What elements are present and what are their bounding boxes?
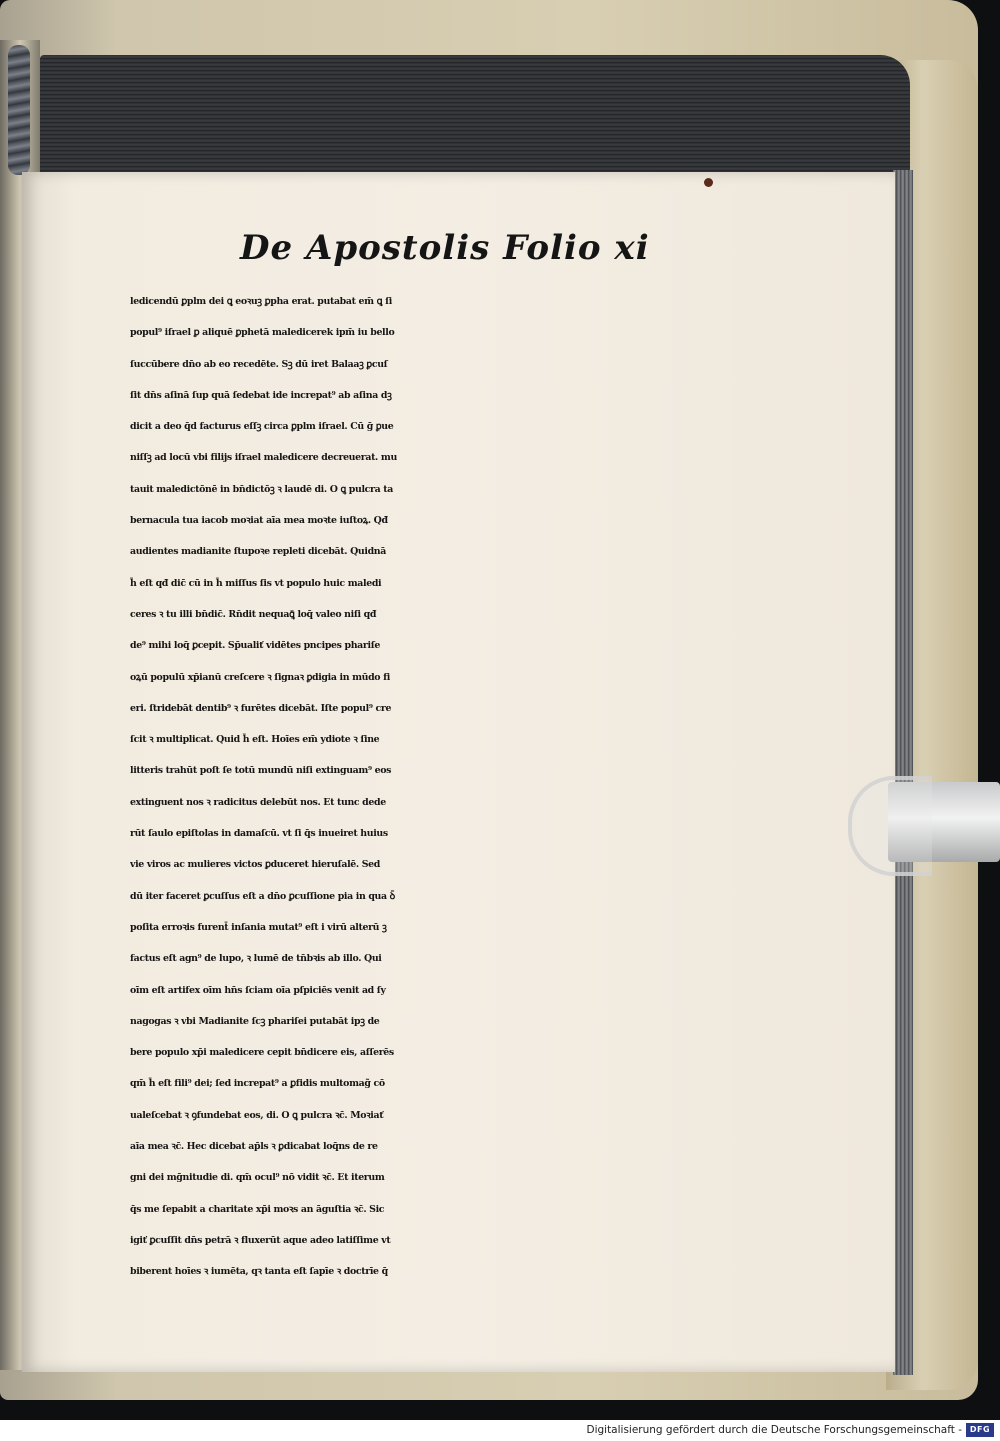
text-line: tauit maledictōnē in bn̄dictōꝫ ꝛ laudē di. O ꝗ pulcra ta bbox=[130, 483, 393, 495]
text-line: gni dei mḡnitudie di. qm̄ ocul⁹ nō vidit ꝛc̄. Et iterum bbox=[130, 1172, 385, 1184]
page-block-right-edge bbox=[893, 170, 913, 1375]
body-text bbox=[130, 286, 780, 1288]
text-line: bernacula tua iacob moꝛiat aīa mea moꝛte iuſtoꝝ. Qđ bbox=[130, 515, 388, 527]
page-block-top-edge bbox=[40, 55, 910, 175]
text-line: de⁹ mihi loq̄ ꝑcepit. Sp̄ualiť vidētes pncipes phariſe bbox=[130, 640, 380, 652]
text-line: q̄s me ſepabit a charitate xp̄i moꝛs an āguſtia ꝛc̄. Sic bbox=[130, 1203, 385, 1215]
text-line: niſſꝫ ad locū vbi filijs iſrael maledicere decreuerat. mu bbox=[130, 452, 397, 464]
text-line: poſita erroꝛis furent̄ inſania mutat⁹ eſt i virū alterū ꝫ bbox=[130, 921, 387, 933]
text-line: nagogas ꝛ vbi Madianite ſcꝫ phariſei putabāt ipꝫ de bbox=[130, 1015, 380, 1027]
text-line: popul⁹ iſrael ꝑ aliquē ꝑphetā maledicerek ipm̄ iu bello bbox=[130, 327, 395, 339]
text-line: aīa mea ꝛc̄. Hec dicebat ap̄ls ꝛ ꝑdicabat loq̄ns de re bbox=[130, 1141, 378, 1153]
text-line: ſit dn̄s aſinā ſup quā ſedebat ide increpat⁹ ab aſina dꝫ bbox=[130, 389, 392, 401]
text-line: extinguent nos ꝛ radicitus delebūt nos. Et tunc dede bbox=[130, 796, 386, 808]
text-line: ledicendū ꝑplm dei ꝗ eoꝛuꝫ ꝑpha erat. putabat em̄ ꝗ ſi bbox=[130, 296, 393, 307]
funding-note: Digitalisierung gefördert durch die Deutsche Forschungsgemeinschaft - bbox=[586, 1424, 962, 1436]
bookmark-clip bbox=[848, 776, 1000, 868]
text-line: igiť ꝑcuſſit dn̄s petrā ꝛ fluxerūt aque adeo latiſſime vt bbox=[130, 1234, 391, 1246]
text-line: oꝝū populū xp̄ianū creſcere ꝛ ſignaꝛ ꝑdigia in mūdo fi bbox=[130, 671, 391, 683]
text-line: ſuccūbere dn̄o ab eo recedēte. Sꝫ dū iret Balaaꝫ ꝑcuſ bbox=[130, 358, 388, 370]
text-line: bere populo xp̄i maledicere cepit bn̄dicere eis, aſſerēs bbox=[130, 1047, 394, 1059]
binding-cord bbox=[8, 45, 30, 175]
text-line: biberent hoīes ꝛ iumēta, qꝛ tanta eſt ſapīe ꝛ doctrīe q̄ bbox=[130, 1266, 388, 1278]
text-line: litteris trahūt poſt ſe totū mundū niſi extinguam⁹ eos bbox=[130, 765, 392, 777]
page-header: De Apostolis Folio xi bbox=[240, 228, 650, 268]
text-line: ſcit ꝛ multiplicat. Quid h̄ eſt. Hoīes em̄ ydiote ꝛ ſine bbox=[130, 734, 380, 746]
text-line: oīm eſt artifex oīm hn̄s ſciam oīa pſpiciēs venit ad ſy bbox=[130, 984, 386, 996]
text-line: h̄ eſt qđ dic̄ cū in h̄ miſſus ſis vt populo huic maledi bbox=[130, 577, 382, 589]
text-line: ceres ꝛ tu illi bn̄dic̄. Rn̄dit nequaꝗ̄ loq̄ valeo niſi qđ bbox=[130, 608, 377, 620]
text-line: dicit a deo q̄d facturus eſſꝫ circa ꝑplm iſrael. Cū ḡ ꝑue bbox=[130, 421, 394, 433]
dfg-logo: DFG bbox=[966, 1423, 994, 1437]
text-line: ualeſcebat ꝛ ꝯfundebat eos, di. O ꝗ pulcra ꝛc̄. Moꝛiať bbox=[130, 1109, 384, 1121]
footer-bar bbox=[0, 1420, 1000, 1441]
text-line: rūt ſaulo epiſtolas in damaſcū. vt ſi q̄s inueiret huius bbox=[130, 828, 388, 840]
text-line: eri. ſtridebāt dentib⁹ ꝛ furētes dicebāt. Iſte popul⁹ cre bbox=[130, 702, 392, 714]
text-line: dū iter faceret ꝑcuſſus eſt a dn̄o ꝑcuſſione pia in qua ꝺ̄ bbox=[130, 890, 395, 902]
ink-spot bbox=[704, 178, 713, 187]
text-line: qm̄ h̄ eſt fili⁹ dei; ſed increpat⁹ a ꝑfidis multomag̃ cō bbox=[130, 1078, 385, 1090]
text-line: vie viros ac mulieres victos ꝑduceret hieruſalē. Sed bbox=[130, 859, 380, 871]
clip-ring bbox=[848, 776, 932, 876]
text-line: audientes madianite ſtupoꝛe repleti dicebāt. Quidnā bbox=[130, 546, 386, 558]
text-line: factus eſt agn⁹ de lupo, ꝛ lumē de tn̄bꝛis ab illo. Qui bbox=[130, 953, 382, 965]
